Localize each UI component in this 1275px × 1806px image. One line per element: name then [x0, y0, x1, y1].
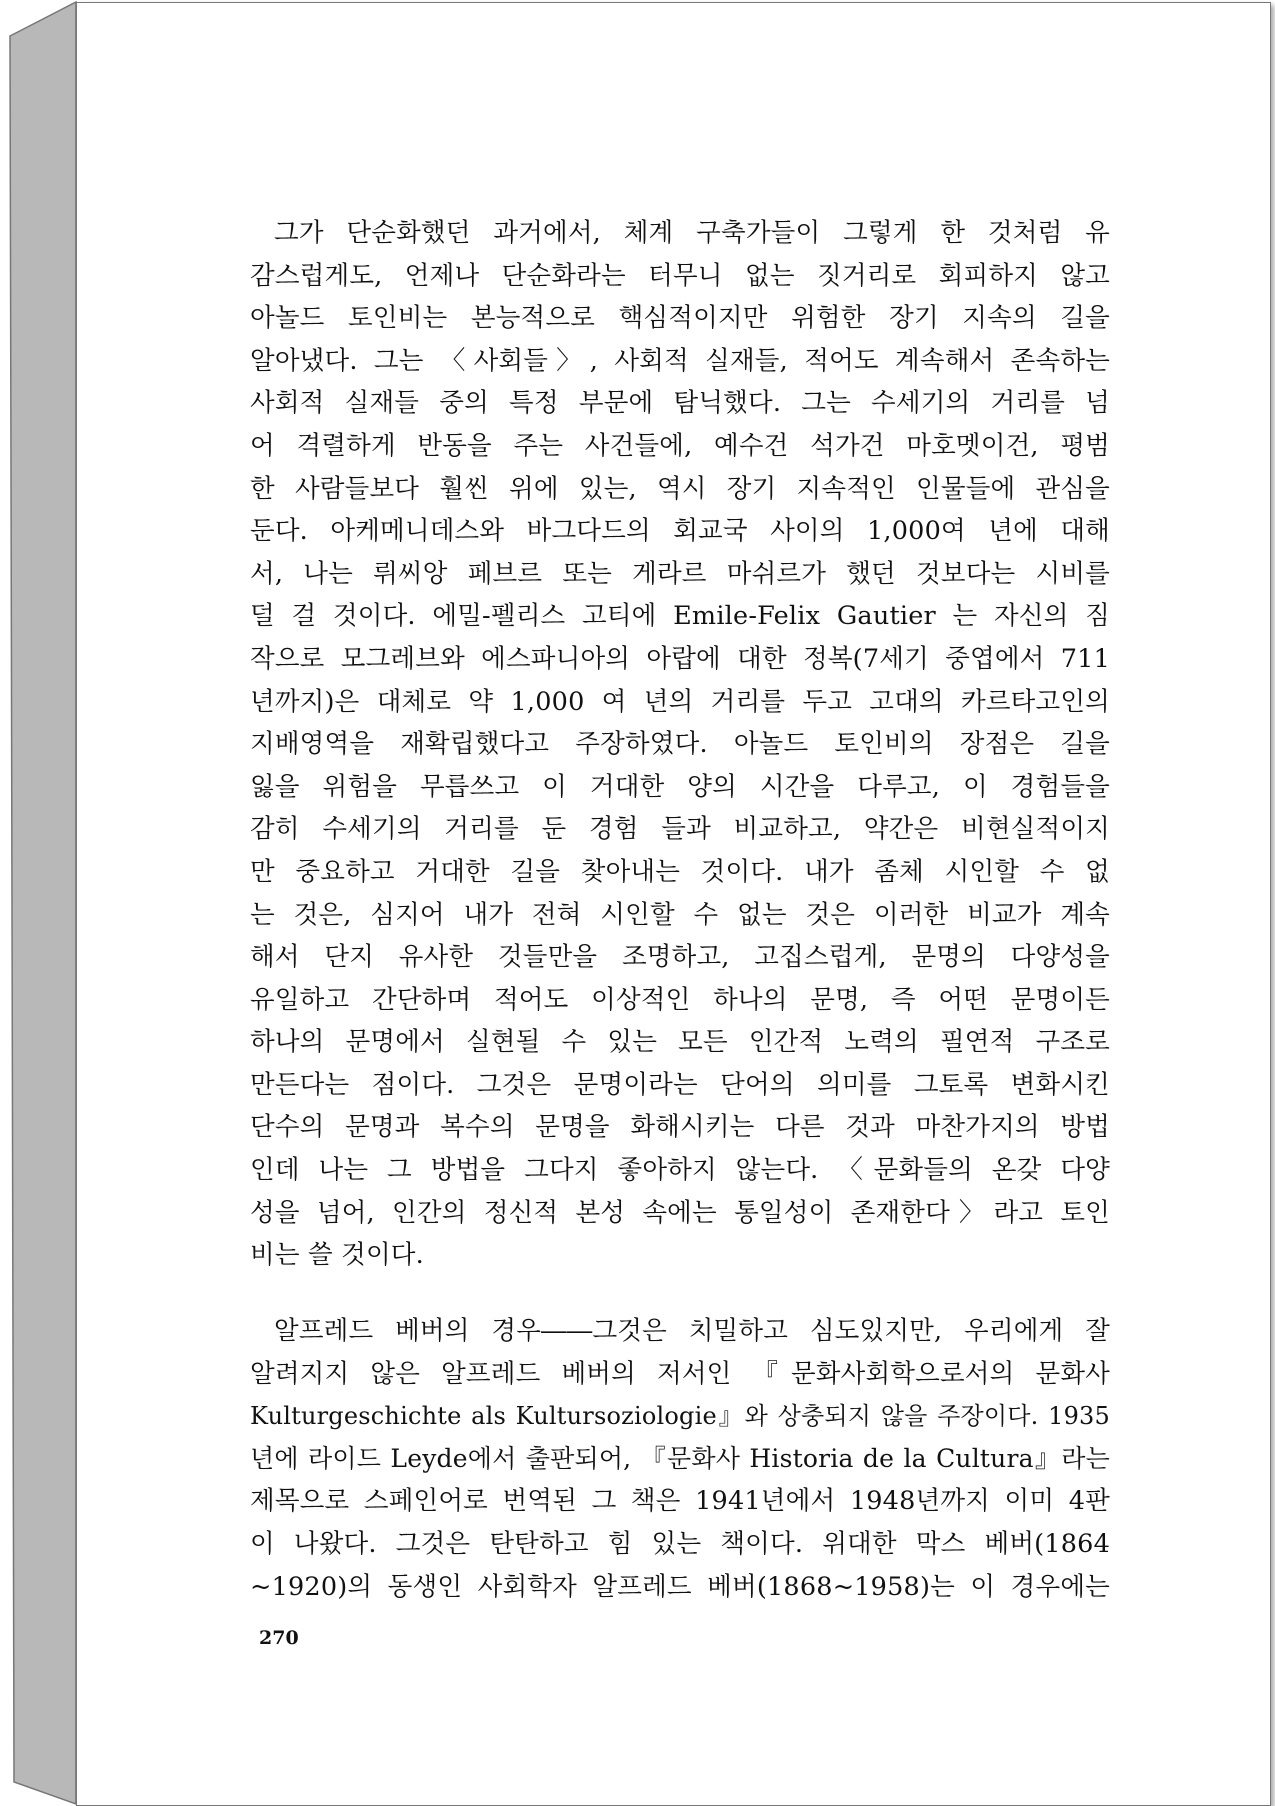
text-line: 만든다는 점이다. 그것은 문명이라는 단어의 의미를 그토록 변화시킨	[250, 1069, 1110, 1100]
body-paragraph-2	[250, 1310, 1110, 1608]
text-line: 해서 단지 유사한 것들만을 조명하고, 고집스럽게, 문명의 다양성을	[250, 942, 1110, 973]
text-line: 이 나왔다. 그것은 탄탄하고 힘 있는 책이다. 위대한 막스 베버(1864	[250, 1528, 1110, 1559]
text-line: 서, 나는 뤼씨앙 페브르 또는 게라르 마쉬르가 했던 것보다는 시비를	[250, 558, 1110, 589]
text-line: 비는 쓸 것이다.	[250, 1240, 424, 1271]
text-line: 인데 나는 그 방법을 그다지 좋아하지 않는다. 〈문화들의 온갖 다양	[250, 1155, 1110, 1186]
text-line: 유일하고 간단하며 적어도 이상적인 하나의 문명, 즉 어떤 문명이든	[250, 984, 1110, 1015]
text-line: 알아냈다. 그는 〈사회들〉, 사회적 실재들, 적어도 계속해서 존속하는	[250, 345, 1110, 376]
text-line: 만 중요하고 거대한 길을 찾아내는 것이다. 내가 좀체 시인할 수 없	[250, 856, 1110, 887]
text-line: 어 격렬하게 반동을 주는 사건들에, 예수건 석가건 마호멧이건, 평범	[250, 430, 1110, 461]
text-line: ~1920)의 동생인 사회학자 알프레드 베버(1868~1958)는 이 경우에는	[250, 1571, 1110, 1602]
text-line: 년까지)은 대체로 약 1,000 여 년의 거리를 두고 고대의 카르타고인의	[250, 686, 1110, 717]
page-number: 270	[259, 1627, 299, 1649]
text-line: 그가 단순화했던 과거에서, 체계 구축가들이 그렇게 한 것처럼 유	[274, 218, 1110, 248]
text-line: 단수의 문명과 복수의 문명을 화해시키는 다른 것과 마찬가지의 방법	[250, 1112, 1110, 1143]
text-line: 년에 라이드 Leyde에서 출판되어, 『문화사 Historia de la Cultura』라는	[250, 1443, 1110, 1473]
text-line: 사회적 실재들 중의 특정 부문에 탐닉했다. 그는 수세기의 거리를 넘	[250, 388, 1110, 419]
text-line: 감스럽게도, 언제나 단순화라는 터무니 없는 짓거리로 회피하지 않고	[250, 260, 1110, 291]
text-line: 는 것은, 심지어 내가 전혀 시인할 수 없는 것은 이러한 비교가 계속	[250, 899, 1110, 930]
text-line: 감히 수세기의 거리를 둔 경험 들과 비교하고, 약간은 비현실적이지	[250, 814, 1110, 845]
text-line: 잃을 위험을 무릅쓰고 이 거대한 양의 시간을 다루고, 이 경험들을	[250, 771, 1110, 802]
text-line: 둔다. 아케메니데스와 바그다드의 회교국 사이의 1,000여 년에 대해	[250, 516, 1110, 547]
text-line: 지배영역을 재확립했다고 주장하였다. 아놀드 토인비의 장점은 길을	[250, 729, 1110, 760]
text-line: 알프레드 베버의 경우――그것은 치밀하고 심도있지만, 우리에게 잘	[274, 1316, 1110, 1346]
text-line: 작으로 모그레브와 에스파니아의 아랍에 대한 정복(7세기 중엽에서 711	[250, 643, 1110, 674]
text-line: 성을 넘어, 인간의 정신적 본성 속에는 통일성이 존재한다〉라고 토인	[250, 1197, 1110, 1228]
text-line: 알려지지 않은 알프레드 베버의 저서인 『문화사회학으로서의 문화사	[250, 1358, 1110, 1389]
body-paragraph-1	[250, 212, 1110, 1277]
text-line: 덜 걸 것이다. 에밀-펠리스 고티에 Emile-Felix Gautier 는 자신의 짐	[250, 601, 1110, 632]
text-line: 하나의 문명에서 실현될 수 있는 모든 인간적 노력의 필연적 구조로	[250, 1027, 1110, 1058]
text-line: Kulturgeschichte als Kultursoziologie』와 상충되지 않을 주장이다. 1935	[250, 1402, 1110, 1431]
text-line: 아놀드 토인비는 본능적으로 핵심적이지만 위험한 장기 지속의 길을	[250, 303, 1110, 334]
text-line: 제목으로 스페인어로 번역된 그 책은 1941년에서 1948년까지 이미 4판	[250, 1486, 1110, 1517]
text-line: 한 사람들보다 훨씬 위에 있는, 역시 장기 지속적인 인물들에 관심을	[250, 473, 1110, 504]
